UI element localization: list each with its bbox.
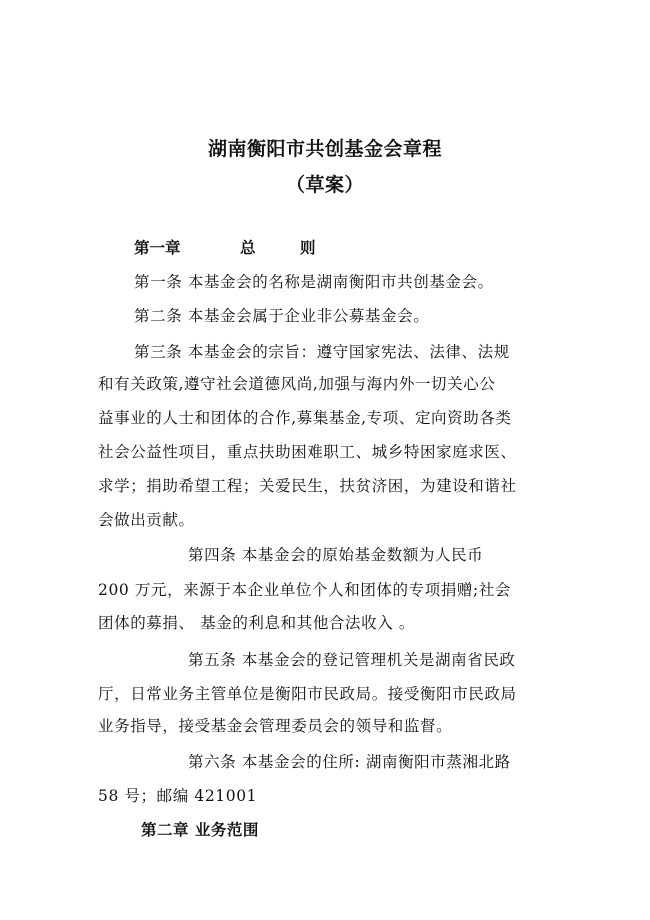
article-3-line-5: 求学；捐助希望工程；关爱民生，扶贫济困，为建设和谐社: [98, 477, 517, 495]
article-3-line-6: 会做出贡献。: [98, 511, 195, 529]
document-subtitle: （草案）: [285, 174, 364, 196]
article-3-line-4: 社会公益性项目，重点扶助困难职工、城乡特困家庭求医、: [98, 443, 517, 461]
article-6-line-1: 第六条 本基金会的住所: 湖南衡阳市蒸湘北路: [188, 753, 511, 771]
article-4-line-2: 200 万元，来源于本企业单位个人和团体的专项捐赠;社会: [98, 581, 512, 599]
article-3-line-1: 第三条 本基金会的宗旨：遵守国家宪法、法律、法规: [134, 343, 510, 361]
article-2-line: 第二条 本基金会属于企业非公募基金会。: [134, 307, 430, 325]
article-4-line-3: 团体的募捐、 基金的利息和其他合法收入 。: [98, 614, 415, 632]
article-5-line-1: 第五条 本基金会的登记管理机关是湖南省民政: [188, 651, 516, 669]
chapter-1-heading-part1: 总: [240, 239, 256, 257]
article-4-line-1: 第四条 本基金会的原始基金数额为人民币: [188, 546, 484, 564]
article-5-line-2: 厅，日常业务主管单位是衡阳市民政局。接受衡阳市民政局: [98, 685, 517, 703]
article-1-line: 第一条 本基金会的名称是湖南衡阳市共创基金会。: [134, 273, 494, 291]
document-title: 湖南衡阳市共创基金会章程: [207, 138, 442, 160]
article-3-line-2: 和有关政策,遵守社会道德风尚,加强与海内外一切关心公: [98, 375, 496, 393]
chapter-1-heading-part2: 则: [300, 239, 316, 257]
chapter-2-heading: 第二章 业务范围: [141, 821, 259, 839]
chapter-1-label: 第一章: [134, 239, 181, 257]
article-6-line-2: 58 号；邮编 421001: [98, 787, 258, 805]
article-5-line-3: 业务指导，接受基金会管理委员会的领导和监督。: [98, 717, 453, 735]
article-3-line-3: 益事业的人士和团体的合作,募集基金,专项、定向资助各类: [98, 409, 512, 427]
